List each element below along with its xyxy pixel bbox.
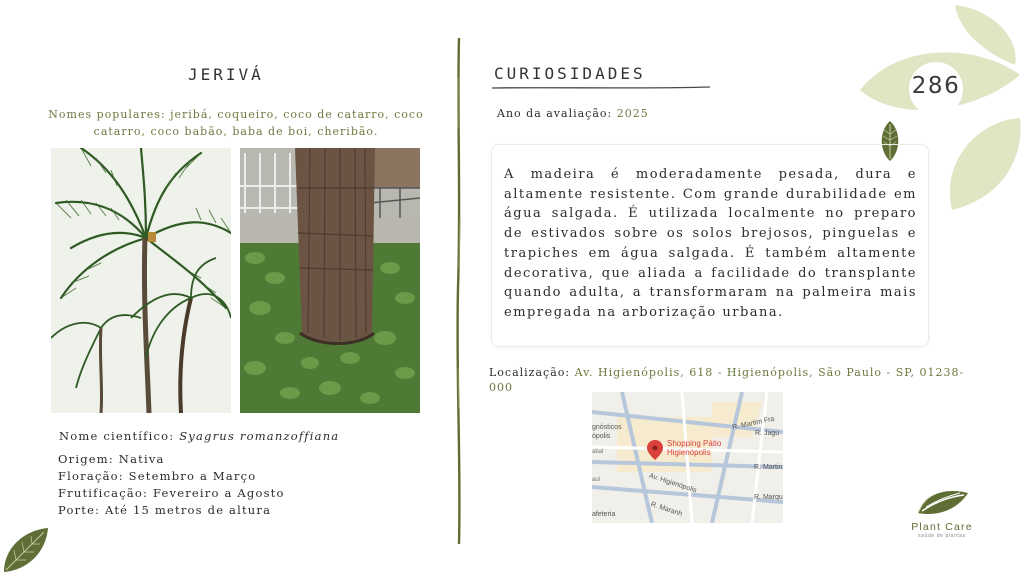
map-street-label: R. Marqu — [754, 494, 783, 501]
year-label: Ano da avaliação: — [497, 107, 617, 120]
map-street-label: Av. Higienópolis — [648, 472, 698, 495]
map-street-label: R. Martim Fra — [731, 415, 776, 432]
plant-number-badge: 286 — [911, 73, 961, 99]
year-value: 2025 — [616, 107, 649, 120]
flowering: Floração: Setembro a Março — [58, 469, 257, 483]
plant-care-logo-icon — [914, 487, 970, 517]
brand-tagline: saúde de plantas — [918, 533, 966, 539]
map-street-label: R. Maranh — [649, 501, 683, 518]
location-map[interactable] — [592, 392, 783, 523]
origin: Origem: Nativa — [58, 452, 165, 466]
evaluation-year — [497, 107, 649, 120]
map-text-fragment: ópolis — [592, 433, 611, 440]
location-value: Av. Higienópolis, 618 - Higienópolis, São Paulo - SP, 01238-000 — [489, 366, 965, 394]
plant-details — [58, 451, 285, 519]
curiosity-card — [491, 144, 929, 347]
vertical-divider — [452, 38, 466, 544]
map-text-fragment: abal — [592, 449, 604, 455]
palm-trunk-photo — [240, 148, 420, 413]
scientific-label: Nome científico: — [59, 429, 180, 443]
map-place-label: Shopping Pátio Higienópolis — [667, 439, 722, 457]
decorative-leaf-bottom-left — [0, 522, 52, 576]
location — [489, 365, 974, 395]
size: Porte: Até 15 metros de altura — [58, 503, 272, 517]
curiosity-text: A madeira é moderadamente pesada, dura e altamente resistente. Com grande durabilidade em água salgada. É utilizada localmente no preparo de estivados sobre os solos brejosos, pinguelas e trapiches em água salgada. É também altamente decorativa, que aliada a facilidade do transplante quando adulta, a transformaram na palmeira mais empregada na arborização urbana. — [504, 167, 917, 320]
map-street-label: R. Jagu — [755, 430, 780, 437]
fruiting: Frutificação: Fevereiro a Agosto — [58, 486, 285, 500]
popular-names: Nomes populares: jeribá, coqueiro, coco de catarro, coco catarro, coco babão, baba de boi, cheribão. — [48, 108, 424, 138]
title-underline — [490, 85, 712, 91]
scientific-name: Syagrus romanzoffiana — [179, 429, 340, 443]
map-graphic — [592, 392, 783, 523]
scientific-name-row — [59, 428, 339, 445]
palm-tree-photo — [51, 148, 231, 413]
map-text-fragment: gnósticos — [592, 424, 622, 431]
map-street-label: R. Martin — [754, 464, 783, 471]
map-text-fragment: aul — [592, 477, 601, 483]
map-text-fragment: afeteria — [592, 511, 616, 518]
brand-name: Plant Care — [911, 521, 973, 533]
location-label: Localização: — [489, 366, 575, 379]
section-title-curiosidades: CURIOSIDADES — [494, 64, 646, 83]
plant-title: JERIVÁ — [188, 65, 264, 84]
